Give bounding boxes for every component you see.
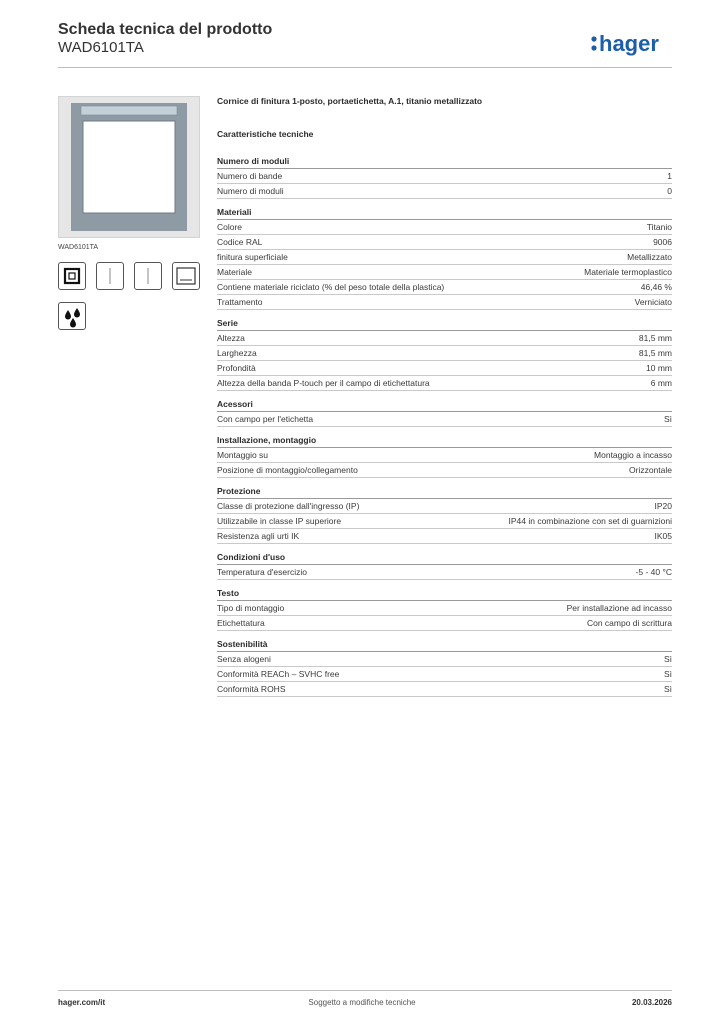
spec-label: Profondità [217,363,256,373]
footer-divider [58,990,672,991]
spec-row [217,652,672,667]
spec-value: IP20 [654,501,672,511]
spec-value: Titanio [646,222,672,232]
spec-row [217,448,672,463]
spec-value: Per installazione ad incasso [566,603,672,613]
line-icon [134,262,162,290]
spec-content [217,92,672,703]
spec-section [217,205,672,310]
spec-section [217,433,672,478]
spec-label: finitura superficiale [217,252,288,262]
spec-label: Montaggio su [217,450,269,460]
characteristics-heading: Caratteristiche tecniche [217,129,314,139]
section-title: Sostenibilità [217,637,672,652]
spec-label: Larghezza [217,348,257,358]
spec-label: Utilizzabile in classe IP superiore [217,516,342,526]
product-description: Cornice di finitura 1-posto, portaetichetta, A.1, titanio metallizzato [217,96,483,106]
spec-value: 81,5 mm [638,333,672,343]
section-title: Numero di moduli [217,154,672,169]
spec-row [217,265,672,280]
spec-label: Resistenza agli urti IK [217,531,300,541]
section-title: Materiali [217,205,672,220]
spec-sections [217,154,672,697]
spec-value: IK05 [654,531,672,541]
spec-row [217,616,672,631]
product-code: WAD6101TA [58,39,144,56]
spec-label: Temperatura d'esercizio [217,567,307,577]
spec-row [217,565,672,580]
spec-value: 10 mm [646,363,672,373]
section-title: Installazione, montaggio [217,433,672,448]
footer-website-link[interactable]: hager.com/it [58,998,106,1007]
spec-value: Orizzontale [629,465,672,475]
spec-row [217,682,672,697]
spec-row [217,463,672,478]
product-image-caption: WAD6101TA [58,244,99,251]
footer-note: Soggetto a modifiche tecniche [308,998,416,1007]
spec-value: Sì [663,684,672,694]
page-title: Scheda tecnica del prodotto [58,21,273,38]
spec-row [217,184,672,199]
spec-label: Con campo per l'etichetta [217,414,314,424]
spec-label: Numero di bande [217,171,283,181]
spec-label: Posizione di montaggio/collegamento [217,465,358,475]
spec-value: 0 [667,186,672,196]
spec-value: 6 mm [650,378,672,388]
spec-label: Colore [217,222,243,232]
svg-text:hager: hager [599,31,659,56]
spec-label: Etichettatura [217,618,265,628]
spec-row [217,346,672,361]
hager-logo[interactable] [590,27,680,61]
spec-label: Tipo di montaggio [217,603,285,613]
spec-row [217,376,672,391]
spec-section [217,484,672,544]
spec-label: Materiale [217,267,252,277]
double-insulation-icon [58,262,86,290]
spec-value: Con campo di scrittura [586,618,672,628]
spec-row [217,295,672,310]
spec-row [217,280,672,295]
spec-label: Senza alogeni [217,654,271,664]
spec-value: Sì [663,669,672,679]
spec-value: Montaggio a incasso [594,450,672,460]
spec-row [217,169,672,184]
spec-section [217,586,672,631]
spec-row [217,331,672,346]
spec-section [217,316,672,391]
spec-value: 81,5 mm [638,348,672,358]
spec-value: Materiale termoplastico [584,267,672,277]
spec-label: Altezza [217,333,245,343]
spec-value: Verniciato [634,297,672,307]
section-title: Acessori [217,397,672,412]
spec-value: Sì [663,414,672,424]
label-holder-icon [172,262,200,290]
footer-date: 20.03.2026 [631,998,672,1007]
spec-label: Conformità ROHS [217,684,286,694]
spec-value: Sì [663,654,672,664]
spec-row [217,235,672,250]
spec-row [217,514,672,529]
spec-row [217,220,672,235]
spec-label: Altezza della banda P-touch per il campo di etichettatura [217,378,430,388]
spec-label: Contiene materiale riciclato (% del peso totale della plastica) [217,282,445,292]
spec-section [217,550,672,580]
spec-row [217,667,672,682]
spec-row [217,412,672,427]
spec-row [217,250,672,265]
product-image [58,96,200,238]
spec-value: 1 [667,171,672,181]
spec-section [217,637,672,697]
spec-value: Metallizzato [627,252,672,262]
spec-label: Codice RAL [217,237,263,247]
spec-row [217,601,672,616]
section-title: Protezione [217,484,672,499]
header-divider [58,67,672,68]
spec-value: 46,46 % [640,282,672,292]
spec-row [217,499,672,514]
spec-label: Trattamento [217,297,263,307]
section-title: Testo [217,586,672,601]
spec-label: Classe di protezione dall'ingresso (IP) [217,501,360,511]
spec-value: -5 - 40 °C [635,567,672,577]
spec-section [217,154,672,199]
droplets-icon [58,302,86,330]
spec-value: IP44 in combinazione con set di guarnizioni [508,516,672,526]
spec-row [217,529,672,544]
spec-row [217,361,672,376]
line-icon [96,262,124,290]
section-title: Condizioni d'uso [217,550,672,565]
spec-section [217,397,672,427]
spec-value: 9006 [653,237,672,247]
spec-label: Numero di moduli [217,186,284,196]
section-title: Serie [217,316,672,331]
spec-label: Conformità REACh – SVHC free [217,669,340,679]
